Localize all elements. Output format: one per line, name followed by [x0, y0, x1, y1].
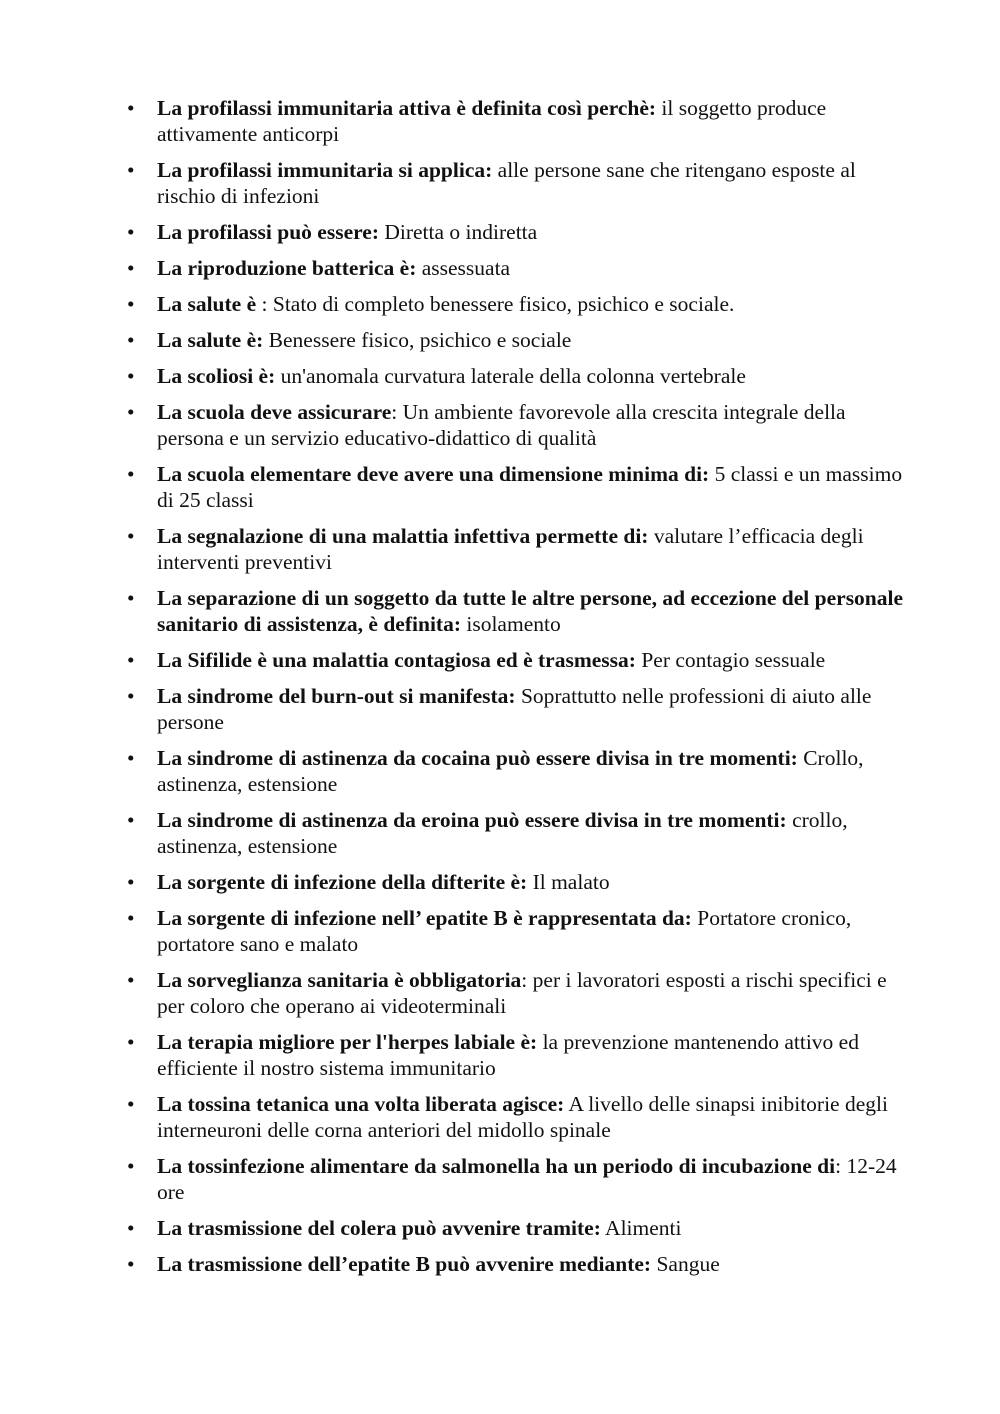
question-text: La tossina tetanica una volta liberata agisce: [157, 1092, 565, 1116]
list-item [127, 157, 917, 209]
answer-text: Diretta o indiretta [378, 220, 538, 244]
question-text: La terapia migliore per l'herpes labiale è: [157, 1030, 538, 1054]
list-item [127, 255, 917, 281]
answer-text: assessuata [416, 256, 511, 280]
answer-text: Portatore cronico, portatore sano e malato [157, 906, 852, 956]
list-item [127, 1251, 917, 1277]
answer-text: crollo, astinenza, estensione [157, 808, 848, 858]
list-item [127, 461, 917, 513]
question-text: La tossinfezione alimentare da salmonella ha un periodo di incubazione di [157, 1154, 836, 1178]
list-item [127, 1215, 917, 1241]
list-item [127, 363, 917, 389]
list-item [127, 745, 917, 797]
question-text: La scoliosi è: [157, 364, 276, 388]
bullet-icon: • [127, 328, 135, 352]
list-item [127, 905, 917, 957]
answer-text: alle persone sane che ritengano esposte al rischio di infezioni [157, 158, 856, 208]
question-text: La sorgente di infezione della difterite è: [157, 870, 528, 894]
bullet-icon: • [127, 1030, 135, 1054]
qa-list [127, 95, 917, 1287]
bullet-icon: • [127, 870, 135, 894]
bullet-icon: • [127, 1092, 135, 1116]
answer-text: : Stato di completo benessere fisico, psichico e sociale. [256, 292, 735, 316]
answer-text: : per i lavoratori esposti a rischi specifici e per coloro che operano ai videoterminali [157, 968, 887, 1018]
bullet-icon: • [127, 462, 135, 486]
answer-text: la prevenzione mantenendo attivo ed efficiente il nostro sistema immunitario [157, 1030, 859, 1080]
bullet-icon: • [127, 684, 135, 708]
answer-text: : 12-24 ore [157, 1154, 897, 1204]
list-item [127, 219, 917, 245]
answer-text: 5 classi e un massimo di 25 classi [157, 462, 903, 512]
list-item [127, 683, 917, 735]
list-item [127, 807, 917, 859]
question-text: La profilassi può essere: [157, 220, 379, 244]
answer-text: Per contagio sessuale [635, 648, 826, 672]
bullet-icon: • [127, 1154, 135, 1178]
list-item [127, 291, 917, 317]
list-item [127, 1029, 917, 1081]
answer-text: il soggetto produce attivamente anticorpi [157, 96, 827, 146]
bullet-icon: • [127, 524, 135, 548]
list-item [127, 399, 917, 451]
answer-text: valutare l’efficacia degli interventi preventivi [157, 524, 864, 574]
bullet-icon: • [127, 1216, 135, 1240]
bullet-icon: • [127, 364, 135, 388]
bullet-icon: • [127, 586, 135, 610]
list-item [127, 95, 917, 147]
bullet-icon: • [127, 808, 135, 832]
bullet-icon: • [127, 256, 135, 280]
answer-text: Alimenti [600, 1216, 682, 1240]
question-text: La trasmissione del colera può avvenire tramite: [157, 1216, 601, 1240]
bullet-icon: • [127, 648, 135, 672]
bullet-icon: • [127, 292, 135, 316]
list-item [127, 869, 917, 895]
question-text: La segnalazione di una malattia infettiva permette di: [157, 524, 649, 548]
question-text: La scuola deve assicurare [157, 400, 392, 424]
bullet-icon: • [127, 1252, 135, 1276]
question-text: La sorveglianza sanitaria è obbligatoria [157, 968, 522, 992]
bullet-icon: • [127, 158, 135, 182]
question-text: La profilassi immunitaria attiva è definita così perchè: [157, 96, 657, 120]
bullet-icon: • [127, 220, 135, 244]
question-text: La sorgente di infezione nell’ epatite B è rappresentata da: [157, 906, 692, 930]
question-text: La sindrome del burn-out si manifesta: [157, 684, 516, 708]
answer-text: A livello delle sinapsi inibitorie degli interneuroni delle corna anteriori del midollo spinale [157, 1092, 888, 1142]
list-item [127, 967, 917, 1019]
answer-text: Sangue [651, 1252, 720, 1276]
bullet-icon: • [127, 400, 135, 424]
answer-text: Benessere fisico, psichico e sociale [263, 328, 572, 352]
answer-text: un'anomala curvatura laterale della colonna vertebrale [275, 364, 746, 388]
answer-text: isolamento [460, 612, 561, 636]
bullet-icon: • [127, 906, 135, 930]
list-item [127, 647, 917, 673]
bullet-icon: • [127, 746, 135, 770]
list-item [127, 1091, 917, 1143]
question-text: La salute è: [157, 328, 264, 352]
question-text: La sindrome di astinenza da cocaina può essere divisa in tre momenti: [157, 746, 798, 770]
answer-text: Soprattutto nelle professioni di aiuto alle persone [157, 684, 872, 734]
bullet-icon: • [127, 96, 135, 120]
answer-text: : Un ambiente favorevole alla crescita integrale della persona e un servizio educativo-didattico di qualità [157, 400, 846, 450]
answer-text: Il malato [527, 870, 610, 894]
question-text: La Sifilide è una malattia contagiosa ed è trasmessa: [157, 648, 636, 672]
answer-text: Crollo, astinenza, estensione [157, 746, 864, 796]
list-item [127, 585, 917, 637]
bullet-icon: • [127, 968, 135, 992]
question-text: La separazione di un soggetto da tutte le altre persone, ad eccezione del personale sanitario di assistenza, è definita: [157, 586, 904, 636]
question-text: La trasmissione dell’epatite B può avvenire mediante: [157, 1252, 652, 1276]
list-item [127, 523, 917, 575]
question-text: La profilassi immunitaria si applica: [157, 158, 493, 182]
question-text: La sindrome di astinenza da eroina può essere divisa in tre momenti: [157, 808, 787, 832]
list-item [127, 1153, 917, 1205]
question-text: La riproduzione batterica è: [157, 256, 417, 280]
question-text: La scuola elementare deve avere una dimensione minima di: [157, 462, 710, 486]
question-text: La salute è [157, 292, 257, 316]
list-item [127, 327, 917, 353]
